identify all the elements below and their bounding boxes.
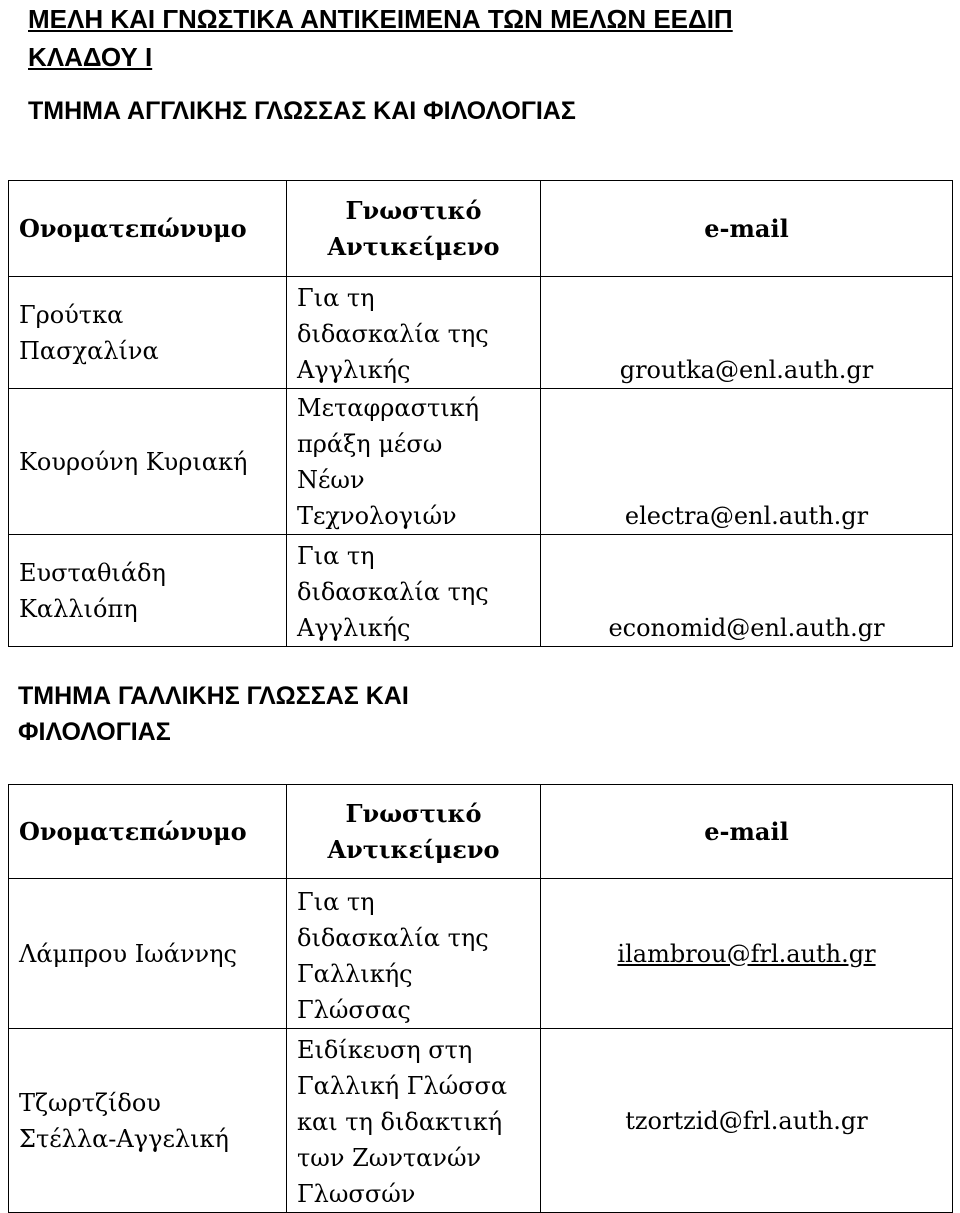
member-subject-line: Γλώσσας (297, 996, 411, 1024)
member-subject-line: Γαλλικής (297, 960, 413, 988)
member-subject-line: Τεχνολογιών (297, 502, 457, 530)
member-subject (287, 879, 541, 1029)
member-subject (287, 535, 541, 647)
member-subject (287, 277, 541, 389)
section-heading-french-line-2: ΦΙΛΟΛΟΓΙΑΣ (18, 718, 171, 746)
column-header-subject-line-1: Γνωστικό (345, 798, 482, 828)
member-name-line: Κουρούνη Κυριακή (19, 447, 248, 476)
member-subject-line: των Ζωντανών (297, 1144, 482, 1172)
member-subject-line: Νέων (297, 466, 365, 494)
column-header-subject (287, 181, 541, 277)
section-heading-french (18, 678, 538, 750)
member-name (9, 389, 287, 535)
member-subject (287, 1029, 541, 1213)
section-heading-french-line-1: ΤΜΗΜΑ ΓΑΛΛΙΚΗΣ ΓΛΩΣΣΑΣ ΚΑΙ (18, 682, 409, 710)
column-header-email: e-mail (541, 181, 953, 277)
member-subject-line: Για τη (297, 284, 375, 312)
member-name-line: Τζωρτζίδου (19, 1088, 161, 1117)
member-name-line: Γρούτκα (19, 300, 124, 329)
english-department-table (8, 180, 953, 647)
member-subject-line: διδασκαλία της (297, 578, 489, 606)
member-name-line: Στέλλα-Αγγελική (19, 1124, 229, 1153)
member-subject-line: διδασκαλία της (297, 924, 489, 952)
member-subject-line: Γαλλική Γλώσσα (297, 1072, 508, 1100)
member-subject-line: Μεταφραστική (297, 394, 480, 422)
member-email[interactable]: electra@enl.auth.gr (541, 389, 953, 535)
member-email[interactable]: groutka@enl.auth.gr (541, 277, 953, 389)
document-title-line-1: ΜΕΛΗ ΚΑΙ ΓΝΩΣΤΙΚΑ ΑΝΤΙΚΕΙΜΕΝΑ ΤΩΝ ΜΕΛΩΝ ΕΕΔΙΠ (28, 4, 733, 34)
column-header-name: Ονοματεπώνυμο (9, 181, 287, 277)
member-subject-line: πράξη μέσω (297, 430, 443, 458)
column-header-subject (287, 785, 541, 879)
member-name (9, 535, 287, 647)
table-row (9, 277, 953, 389)
member-name (9, 879, 287, 1029)
section-heading-english: ΤΜΗΜΑ ΑΓΓΛΙΚΗΣ ΓΛΩΣΣΑΣ ΚΑΙ ΦΙΛΟΛΟΓΙΑΣ (28, 97, 576, 125)
document-title (28, 0, 928, 76)
member-subject-line: Για τη (297, 888, 375, 916)
member-name-line: Λάμπρου Ιωάννης (19, 939, 237, 968)
column-header-email: e-mail (541, 785, 953, 879)
member-name-line: Ευσταθιάδη (19, 558, 166, 587)
member-subject-line: και τη διδακτική (297, 1108, 503, 1136)
member-name (9, 277, 287, 389)
member-email[interactable]: economid@enl.auth.gr (541, 535, 953, 647)
member-name-line: Πασχαλίνα (19, 336, 159, 365)
table-header-row (9, 785, 953, 879)
column-header-subject-line-1: Γνωστικό (345, 195, 482, 225)
member-email[interactable]: tzortzid@frl.auth.gr (541, 1029, 953, 1213)
member-subject-line: Αγγλικής (297, 356, 411, 384)
member-subject-line: Γλωσσών (297, 1180, 416, 1208)
column-header-subject-line-2: Αντικείμενο (327, 231, 500, 261)
member-name-line: Καλλιόπη (19, 594, 138, 623)
member-name (9, 1029, 287, 1213)
table-row (9, 1029, 953, 1213)
document-title-line-2: ΚΛΑΔΟΥ Ι (28, 42, 153, 72)
member-email[interactable] (541, 879, 953, 1029)
french-department-table (8, 784, 953, 1213)
table-row (9, 535, 953, 647)
table-row (9, 389, 953, 535)
email-link[interactable]: ilambrou@frl.auth.gr (617, 939, 876, 968)
member-subject-line: Για τη (297, 542, 375, 570)
member-subject-line: Ειδίκευση στη (297, 1036, 473, 1064)
table-header-row (9, 181, 953, 277)
column-header-name: Ονοματεπώνυμο (9, 785, 287, 879)
column-header-subject-line-2: Αντικείμενο (327, 834, 500, 864)
member-subject-line: διδασκαλία της (297, 320, 489, 348)
table-row (9, 879, 953, 1029)
member-subject-line: Αγγλικής (297, 614, 411, 642)
member-subject (287, 389, 541, 535)
